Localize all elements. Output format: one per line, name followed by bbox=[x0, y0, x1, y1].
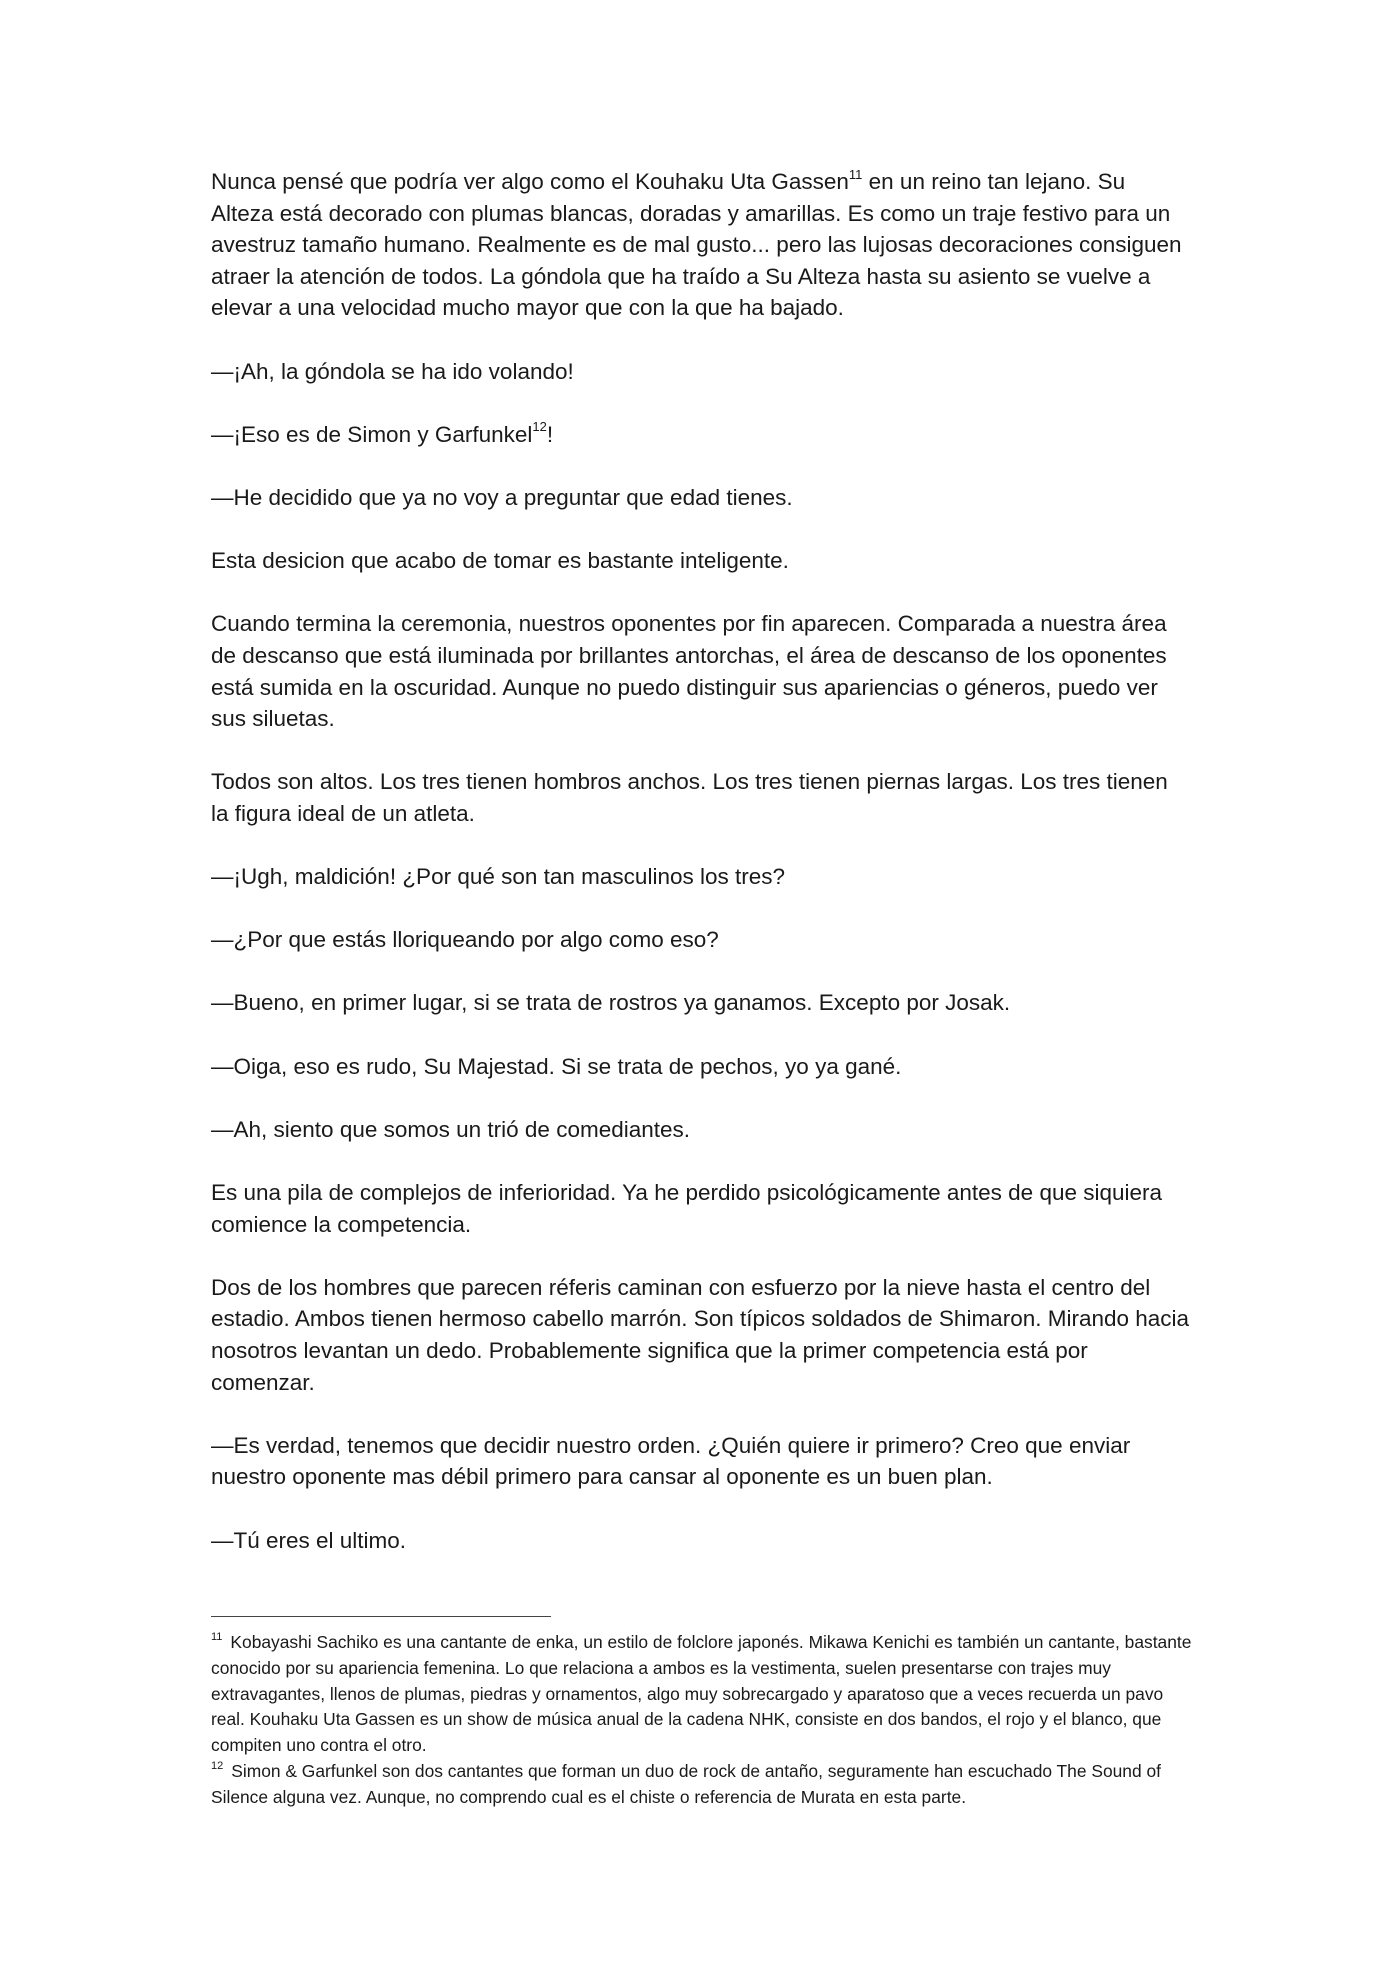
footnote-ref[interactable]: 12 bbox=[532, 419, 547, 435]
dialogue-line: —Oiga, eso es rudo, Su Majestad. Si se trata de pechos, yo ya gané. bbox=[211, 1053, 902, 1079]
dialogue-line: —¿Por que estás lloriqueando por algo como eso? bbox=[211, 927, 719, 953]
paragraph: Cuando termina la ceremonia, nuestros oponentes por fin aparecen. Comparada a nuestra área de descanso que está iluminada por brillantes antorchas, el área de descanso de los oponentes está sumida en la oscuridad. Aunque no puedo distinguir sus apariencias o géneros, puedo ver sus siluetas. bbox=[211, 611, 1167, 732]
dialogue-line: —Tú eres el ultimo. bbox=[211, 1527, 407, 1553]
footnote-number: 11 bbox=[211, 1631, 223, 1644]
dialogue-line: —¡Eso es de Simon y Garfunkel$^{12}$! bbox=[211, 419, 554, 447]
footnote-text: Kobayashi Sachiko es una cantante de enka, un estilo de folclore japonés. Mikawa Kenichi es también un cantante, bastante conocido por su apariencia femenina. Lo que relaciona a ambos es la vestimenta, suelen presentarse con trajes muy extravagantes, llenos de plumas, piedras y ornamentos, algo muy sobrecargado y aparatoso que a veces recuerda un pavo real. Kouhaku Uta Gassen es un show de música anual de la cadena NHK, consiste en dos bandos, el rojo y el blanco, que compiten uno contra el otro. bbox=[211, 1632, 1192, 1756]
footnote-number: 12 bbox=[211, 1760, 224, 1773]
paragraph: Dos de los hombres que parecen réferis caminan con esfuerzo por la nieve hasta el centro del estadio. Ambos tienen hermoso cabello marrón. Son típicos soldados de Shimaron. Mirando hacia nosotros levantan un dedo. Probablemente significa que la primer competencia está por comenzar. bbox=[211, 1274, 1190, 1395]
footnote bbox=[211, 1630, 1196, 1759]
dialogue-line: —He decidido que ya no voy a preguntar que edad tienes. bbox=[211, 484, 793, 510]
dialogue-line: —¡Ugh, maldición! ¿Por qué son tan masculinos los tres? bbox=[211, 864, 786, 890]
body-text bbox=[211, 166, 1191, 1556]
footnotes bbox=[211, 1630, 1196, 1811]
footnote-ref[interactable]: 11 bbox=[848, 166, 863, 182]
paragraph: Todos son altos. Los tres tienen hombros anchos. Los tres tienen piernas largas. Los tres tienen la figura ideal de un atleta. bbox=[211, 769, 1168, 826]
footnote bbox=[211, 1759, 1196, 1811]
paragraph: Nunca pensé que podría ver algo como el Kouhaku Uta Gassen$^{11}$ en un reino tan lejano. Su Alteza está decorado con plumas blancas, doradas y amarillas. Es como un traje festivo para un avestruz tamaño humano. Realmente es de mal gusto... pero las lujosas decoraciones consiguen atraer la atención de todos. La góndola que ha traído a Su Alteza hasta su asiento se vuelve a elevar a una velocidad mucho mayor que con la que ha bajado. bbox=[211, 166, 1182, 321]
dialogue-line: —¡Ah, la góndola se ha ido volando! bbox=[211, 358, 574, 384]
footnote-text: Simon & Garfunkel son dos cantantes que forman un duo de rock de antaño, seguramente han escuchado The Sound of Silence alguna vez. Aunque, no comprendo cual es el chiste o referencia de Murata en esta parte. bbox=[211, 1760, 1161, 1807]
paragraph: Es una pila de complejos de inferioridad. Ya he perdido psicológicamente antes de que siquiera comience la competencia. bbox=[211, 1180, 1163, 1237]
dialogue-line: —Bueno, en primer lugar, si se trata de rostros ya ganamos. Excepto por Josak. bbox=[211, 990, 1011, 1016]
dialogue-line: —Es verdad, tenemos que decidir nuestro orden. ¿Quién quiere ir primero? Creo que enviar nuestro oponente mas débil primero para cansar al oponente es un buen plan. bbox=[211, 1432, 1131, 1490]
paragraph: Esta desicion que acabo de tomar es bastante inteligente. bbox=[211, 548, 789, 574]
document-page bbox=[211, 166, 1191, 1588]
footnote-separator bbox=[211, 1616, 551, 1617]
dialogue-line: —Ah, siento que somos un trió de comediantes. bbox=[211, 1116, 691, 1142]
